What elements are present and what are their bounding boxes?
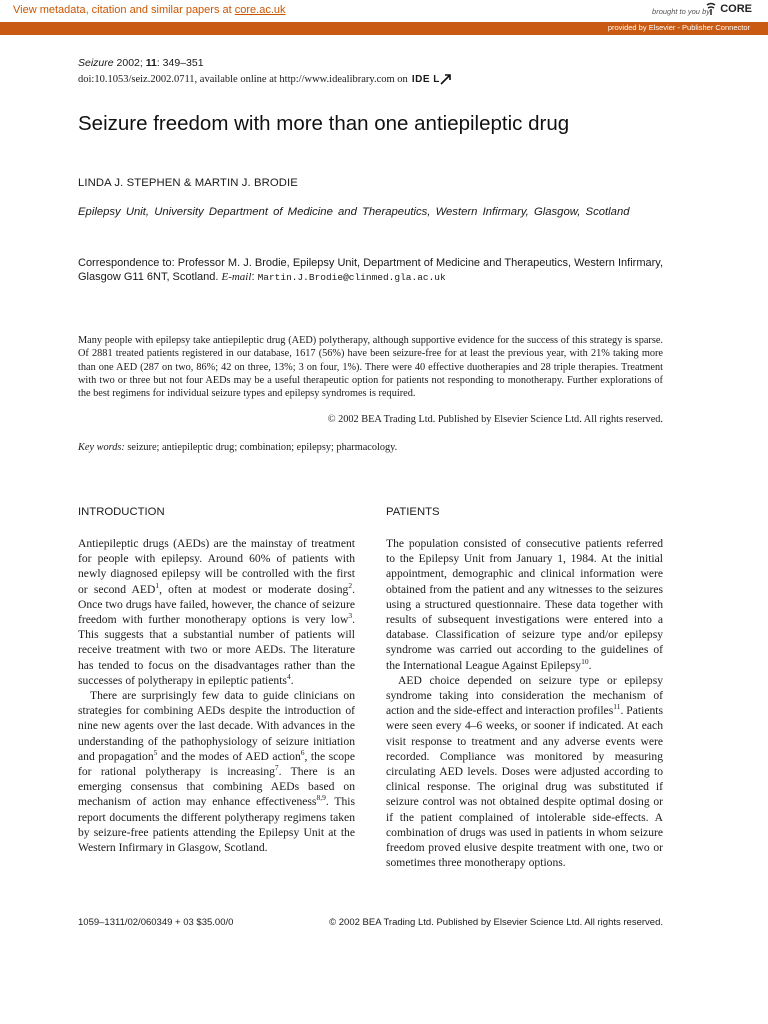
ref-1[interactable]: 1 — [155, 580, 160, 590]
doi-text: doi:10.1053/seiz.2002.0711, available online at http://www.idealibrary.com on — [78, 73, 408, 85]
intro-paragraph-1: Antiepileptic drugs (AEDs) are the mainstay of treatment for people with epilepsy. Around 60% of patients with newly diagnosed epilepsy will be controlled with the first or second AED$^1$, often at modest or moderate dosing$^2$. Once two drugs have failed, however, the chance of seizure freedom with further monotherapy options is very low$^3$. This suggests that a substantial number of patients will receive treatment with two or more AEDs. The literature has tended to focus on the disadvantages rather than the successes of polytherapy in epileptic patients$^4$. — [78, 537, 355, 687]
core-logo-icon — [704, 2, 718, 16]
journal-pages: : 349–351 — [156, 57, 204, 69]
ref-6[interactable]: 6 — [300, 747, 305, 757]
intro-paragraph-2: There are surprisingly few data to guide clinicians on strategies for combining AEDs despite the introduction of nine new agents over the last decade. With advances in the understanding of the pathophysiology of seizure initiation and propagation$^5$ and the modes of AED action$^6$, the scope for rational polytherapy is increasing$^7$. There is an emerging consensus that combining AEDs based on mechanism of action may enhance effectiveness$^{8,9}$. This report documents the different polytherapy regimens taken by seizure-free patients attending the Epilepsy Unit at the Western Infirmary in Glasgow, Scotland. — [78, 689, 355, 855]
brought-to-you-text: brought to you by — [652, 7, 710, 16]
footer-issn: 1059–1311/02/060349 + 03 $35.00/0 — [78, 917, 234, 928]
ideal-arrow-icon — [440, 73, 452, 85]
ref-7[interactable]: 7 — [274, 763, 279, 773]
ref-11[interactable]: 11 — [613, 702, 621, 712]
keywords-label: Key words: — [78, 442, 125, 453]
email-label: E-mail — [221, 271, 252, 283]
ref-3[interactable]: 3 — [348, 611, 353, 621]
patients-body — [386, 536, 663, 870]
author-affiliation: Epilepsy Unit, University Department of Medicine and Therapeutics, Western Infirmary, Glasgow, Scotland — [78, 206, 630, 218]
article-title: Seizure freedom with more than one antiepileptic drug — [78, 112, 570, 135]
ref-5[interactable]: 5 — [153, 747, 158, 757]
abstract-copyright: © 2002 BEA Trading Ltd. Published by Elsevier Science Ltd. All rights reserved. — [327, 414, 663, 425]
abstract: Many people with epilepsy take antiepileptic drug (AED) polytherapy, although supportive evidence for the success of this strategy is sparse. Of 2881 treated patients registered in our database, 1617 (56%) have been seizure-free for at least the previous year, with 21% taking more than one AED (287 on two, 86%; 42 on three, 13%; 3 on four, 1%). There were 40 effective duotherapies and 28 triple therapies. Treatment with two or three but not four AEDs may be a useful therapeutic option for patients not responding to monotherapy. Further explorations of the best regimens for individual seizure types and epilepsy syndromes is required. — [78, 335, 663, 400]
keywords-text: seizure; antiepileptic drug; combination; epilepsy; pharmacology. — [127, 442, 398, 453]
journal-name: Seizure — [78, 57, 114, 69]
article-authors: LINDA J. STEPHEN & MARTIN J. BRODIE — [78, 177, 298, 189]
ideal-logo: IDE L — [412, 73, 452, 85]
ref-10[interactable]: 10 — [581, 656, 589, 666]
email-address[interactable]: Martin.J.Brodie@clinmed.gla.ac.uk — [257, 272, 446, 283]
journal-year: 2002; — [116, 57, 143, 69]
footer-copyright: © 2002 BEA Trading Ltd. Published by Elsevier Science Ltd. All rights reserved. — [329, 917, 663, 928]
core-metadata-link[interactable] — [13, 4, 286, 16]
core-banner — [0, 0, 768, 23]
journal-citation — [78, 57, 204, 69]
patients-heading: PATIENTS — [386, 506, 440, 518]
provider-bar — [0, 22, 768, 35]
doi-line — [78, 73, 452, 85]
correspondence-text: Correspondence to: Professor M. J. Brodie, Epilepsy Unit, Department of Medicine and Therapeutics, Western Infirmary, Glasgow G11 6NT, Scotland. — [78, 257, 663, 283]
core-ac-uk-link[interactable]: core.ac.uk — [234, 4, 286, 16]
patients-paragraph-1: The population consisted of consecutive patients referred to the Epilepsy Unit from January 1, 1984. At the initial appointment, demographic and clinical information were obtained from the patient and any witnesses to the seizures using a structured questionnaire. These data together with results of subsequent investigations were entered into a database. Classification of seizure type and/or epilepsy syndrome was carried out according to the guidelines of the International League Against Epilepsy$^{10}$. — [386, 537, 663, 672]
patients-paragraph-2: AED choice depended on seizure type or epilepsy syndrome taking into consideration the mechanism of action and the side-effect and interaction profiles$^{11}$. Patients were seen every 4–6 weeks, or sooner if indicated. At each visit response to treatment and any adverse events were recorded. Compliance was monitored by measuring circulating AED levels. Doses were adjusted according to clinical response. The original drug was substituted if seizure control was not obtained despite optimal dosing or if the patient complained of intolerable side-effects. A combination of drugs was used in patients in whom seizure freedom proved elusive despite treatment with one, two or sometimes three monotherapy options. — [386, 673, 663, 870]
ref-4[interactable]: 4 — [286, 671, 291, 681]
ref-8-9[interactable]: 8,9 — [316, 793, 326, 803]
introduction-heading: INTRODUCTION — [78, 506, 165, 518]
journal-volume: 11 — [145, 57, 157, 69]
correspondence: Correspondence to: Professor M. J. Brodie, Epilepsy Unit, Department of Medicine and Therapeutics, Western Infirmary, Glasgow G11 6NT, Scotland. E-mail: Martin.J.Brodie@clinmed.gla.ac.uk — [78, 257, 663, 283]
provided-by-text: provided by Elsevier - Publisher Connector — [607, 23, 750, 32]
ref-2[interactable]: 2 — [348, 580, 353, 590]
core-view-text[interactable]: View metadata, citation and similar papers at — [13, 4, 235, 16]
introduction-body — [78, 536, 355, 855]
core-logo[interactable] — [704, 2, 752, 16]
keywords — [78, 442, 663, 453]
provider-name[interactable]: Elsevier - Publisher Connector — [648, 23, 750, 32]
core-logo-text: CORE — [720, 3, 752, 15]
